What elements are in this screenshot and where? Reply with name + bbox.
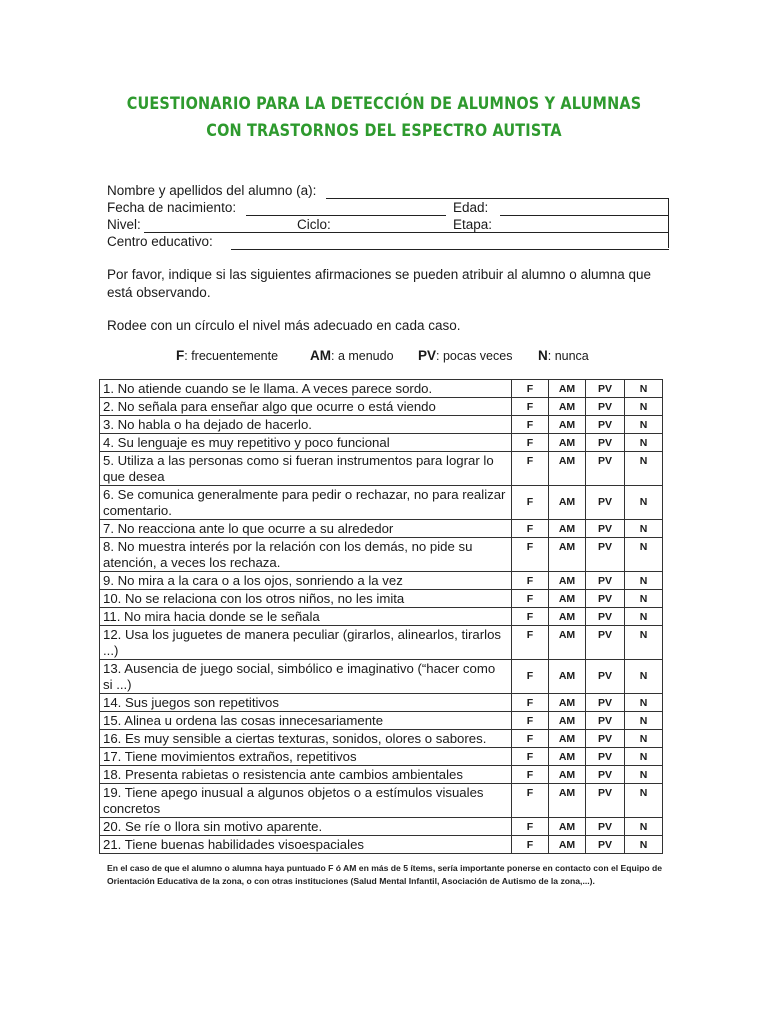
- option-am[interactable]: AM: [549, 590, 586, 608]
- item-text: 15. Alinea u ordena las cosas innecesariamente: [100, 712, 512, 730]
- item-text: 21. Tiene buenas habilidades visoespaciales: [100, 836, 512, 854]
- option-am[interactable]: AM: [549, 398, 586, 416]
- option-am[interactable]: AM: [549, 538, 586, 572]
- option-f[interactable]: F: [512, 608, 549, 626]
- option-am[interactable]: AM: [549, 608, 586, 626]
- option-n[interactable]: N: [625, 380, 663, 398]
- option-pv[interactable]: PV: [586, 538, 625, 572]
- option-f[interactable]: F: [512, 434, 549, 452]
- birth-date-label: Fecha de nacimiento:: [107, 200, 237, 215]
- name-label: Nombre y apellidos del alumno (a):: [107, 183, 317, 198]
- table-row: [100, 538, 663, 572]
- option-f[interactable]: F: [512, 626, 549, 660]
- table-row: [100, 784, 663, 818]
- option-n[interactable]: N: [625, 486, 663, 520]
- option-f[interactable]: F: [512, 590, 549, 608]
- table-row: [100, 836, 663, 854]
- option-f[interactable]: F: [512, 398, 549, 416]
- option-am[interactable]: AM: [549, 748, 586, 766]
- option-pv[interactable]: PV: [586, 748, 625, 766]
- option-n[interactable]: N: [625, 398, 663, 416]
- legend-n: N: nunca: [538, 348, 589, 363]
- option-n[interactable]: N: [625, 434, 663, 452]
- option-f[interactable]: F: [512, 416, 549, 434]
- table-row: [100, 626, 663, 660]
- item-text: 17. Tiene movimientos extraños, repetitivos: [100, 748, 512, 766]
- option-f[interactable]: F: [512, 766, 549, 784]
- option-f[interactable]: F: [512, 784, 549, 818]
- option-f[interactable]: F: [512, 818, 549, 836]
- table-row: [100, 660, 663, 694]
- option-n[interactable]: N: [625, 416, 663, 434]
- item-text: 11. No mira hacia donde se le señala: [100, 608, 512, 626]
- option-n[interactable]: N: [625, 818, 663, 836]
- item-text: 4. Su lenguaje es muy repetitivo y poco funcional: [100, 434, 512, 452]
- option-pv[interactable]: PV: [586, 608, 625, 626]
- instructions-paragraph: Por favor, indique si las siguientes afirmaciones se pueden atribuir al alumno o alumna que está observando.: [107, 267, 652, 300]
- option-n[interactable]: N: [625, 836, 663, 854]
- option-f[interactable]: F: [512, 380, 549, 398]
- table-row: [100, 766, 663, 784]
- table-row: [100, 608, 663, 626]
- option-am[interactable]: AM: [549, 784, 586, 818]
- option-pv[interactable]: PV: [586, 818, 625, 836]
- option-f[interactable]: F: [512, 538, 549, 572]
- school-label: Centro educativo:: [107, 234, 213, 249]
- item-text: 14. Sus juegos son repetitivos: [100, 694, 512, 712]
- item-text: 13. Ausencia de juego social, simbólico e imaginativo (“hacer como si ...): [100, 660, 512, 694]
- option-n[interactable]: N: [625, 766, 663, 784]
- option-n[interactable]: N: [625, 730, 663, 748]
- table-row: [100, 712, 663, 730]
- option-pv[interactable]: PV: [586, 486, 625, 520]
- item-text: 3. No habla o ha dejado de hacerlo.: [100, 416, 512, 434]
- table-row: [100, 818, 663, 836]
- option-am[interactable]: AM: [549, 694, 586, 712]
- option-n[interactable]: N: [625, 748, 663, 766]
- option-n[interactable]: N: [625, 660, 663, 694]
- table-row: [100, 486, 663, 520]
- option-am[interactable]: AM: [549, 520, 586, 538]
- item-text: 5. Utiliza a las personas como si fueran instrumentos para lograr lo que desea: [100, 452, 512, 486]
- footer-note: En el caso de que el alumno o alumna haya puntuado F ó AM en más de 5 ítems, sería importante ponerse en contacto con el Equipo de Orientación Educativa de la zona, o con otras instituciones (Salud Mental Infantil, Asociación de Autismo de la zona,...).: [107, 863, 663, 886]
- option-am[interactable]: AM: [549, 434, 586, 452]
- option-am[interactable]: AM: [549, 836, 586, 854]
- option-am[interactable]: AM: [549, 730, 586, 748]
- legend-pv: PV: pocas veces: [418, 348, 513, 363]
- table-row: [100, 748, 663, 766]
- option-n[interactable]: N: [625, 590, 663, 608]
- option-f[interactable]: F: [512, 452, 549, 486]
- stage-label: Etapa:: [453, 217, 493, 232]
- item-text: 8. No muestra interés por la relación con los demás, no pide su atención, a veces los rechaza.: [100, 538, 512, 572]
- item-text: 2. No señala para enseñar algo que ocurre o está viendo: [100, 398, 512, 416]
- table-row: [100, 520, 663, 538]
- table-row: [100, 572, 663, 590]
- option-am[interactable]: AM: [549, 818, 586, 836]
- questionnaire-table: [99, 379, 663, 854]
- option-am[interactable]: AM: [549, 486, 586, 520]
- option-n[interactable]: N: [625, 712, 663, 730]
- table-row: [100, 730, 663, 748]
- age-label: Edad:: [453, 200, 489, 215]
- option-f[interactable]: F: [512, 520, 549, 538]
- option-f[interactable]: F: [512, 748, 549, 766]
- option-pv[interactable]: PV: [586, 730, 625, 748]
- option-f[interactable]: F: [512, 730, 549, 748]
- option-n[interactable]: N: [625, 452, 663, 486]
- option-pv[interactable]: PV: [586, 380, 625, 398]
- option-n[interactable]: N: [625, 626, 663, 660]
- option-f[interactable]: F: [512, 712, 549, 730]
- option-f[interactable]: F: [512, 694, 549, 712]
- option-pv[interactable]: PV: [586, 452, 625, 486]
- birth-date-field[interactable]: [246, 215, 446, 216]
- option-f[interactable]: F: [512, 660, 549, 694]
- form-right-border: [668, 198, 669, 248]
- option-pv[interactable]: PV: [586, 590, 625, 608]
- option-am[interactable]: AM: [549, 766, 586, 784]
- option-pv[interactable]: PV: [586, 416, 625, 434]
- option-f[interactable]: F: [512, 836, 549, 854]
- item-text: 6. Se comunica generalmente para pedir o rechazar, no para realizar comentario.: [100, 486, 512, 520]
- option-pv[interactable]: PV: [586, 694, 625, 712]
- option-f[interactable]: F: [512, 486, 549, 520]
- table-row: [100, 416, 663, 434]
- item-text: 9. No mira a la cara o a los ojos, sonriendo a la vez: [100, 572, 512, 590]
- option-pv[interactable]: PV: [586, 398, 625, 416]
- option-f[interactable]: F: [512, 572, 549, 590]
- option-pv[interactable]: PV: [586, 434, 625, 452]
- table-row: [100, 398, 663, 416]
- name-field[interactable]: [326, 198, 669, 199]
- option-pv[interactable]: PV: [586, 660, 625, 694]
- option-am[interactable]: AM: [549, 452, 586, 486]
- option-n[interactable]: N: [625, 784, 663, 818]
- legend-am: AM: a menudo: [310, 348, 394, 363]
- item-text: 10. No se relaciona con los otros niños, no les imita: [100, 590, 512, 608]
- option-n[interactable]: N: [625, 520, 663, 538]
- title-line-2: CON TRASTORNOS DEL ESPECTRO AUTISTA: [206, 121, 562, 141]
- circle-instruction: Rodee con un círculo el nivel más adecuado en cada caso.: [107, 318, 461, 333]
- option-pv[interactable]: PV: [586, 836, 625, 854]
- option-pv[interactable]: PV: [586, 784, 625, 818]
- level-label: Nivel:: [107, 217, 141, 232]
- option-n[interactable]: N: [625, 694, 663, 712]
- option-pv[interactable]: PV: [586, 520, 625, 538]
- option-am[interactable]: AM: [549, 712, 586, 730]
- table-row: [100, 452, 663, 486]
- table-row: [100, 590, 663, 608]
- school-field[interactable]: [231, 249, 669, 250]
- legend-f: F: frecuentemente: [176, 348, 279, 363]
- item-text: 19. Tiene apego inusual a algunos objetos o a estímulos visuales concretos: [100, 784, 512, 818]
- table-row: [100, 434, 663, 452]
- item-text: 20. Se ríe o llora sin motivo aparente.: [100, 818, 512, 836]
- item-text: 1. No atiende cuando se le llama. A veces parece sordo.: [100, 380, 512, 398]
- item-text: 7. No reacciona ante lo que ocurre a su alrededor: [100, 520, 512, 538]
- item-text: 12. Usa los juguetes de manera peculiar (girarlos, alinearlos, tirarlos ...): [100, 626, 512, 660]
- title-line-1: CUESTIONARIO PARA LA DETECCIÓN DE ALUMNOS Y ALUMNAS: [126, 94, 642, 114]
- option-n[interactable]: N: [625, 572, 663, 590]
- option-am[interactable]: AM: [549, 416, 586, 434]
- option-am[interactable]: AM: [549, 572, 586, 590]
- item-text: 18. Presenta rabietas o resistencia ante cambios ambientales: [100, 766, 512, 784]
- level-cycle-stage-field[interactable]: [144, 232, 669, 233]
- table-row: [100, 694, 663, 712]
- option-pv[interactable]: PV: [586, 626, 625, 660]
- option-am[interactable]: AM: [549, 380, 586, 398]
- option-pv[interactable]: PV: [586, 572, 625, 590]
- item-text: 16. Es muy sensible a ciertas texturas, sonidos, olores o sabores.: [100, 730, 512, 748]
- option-n[interactable]: N: [625, 538, 663, 572]
- option-am[interactable]: AM: [549, 660, 586, 694]
- option-pv[interactable]: PV: [586, 766, 625, 784]
- option-n[interactable]: N: [625, 608, 663, 626]
- table-row: [100, 380, 663, 398]
- option-pv[interactable]: PV: [586, 712, 625, 730]
- cycle-label: Ciclo:: [297, 217, 331, 232]
- option-am[interactable]: AM: [549, 626, 586, 660]
- age-field[interactable]: [500, 215, 669, 216]
